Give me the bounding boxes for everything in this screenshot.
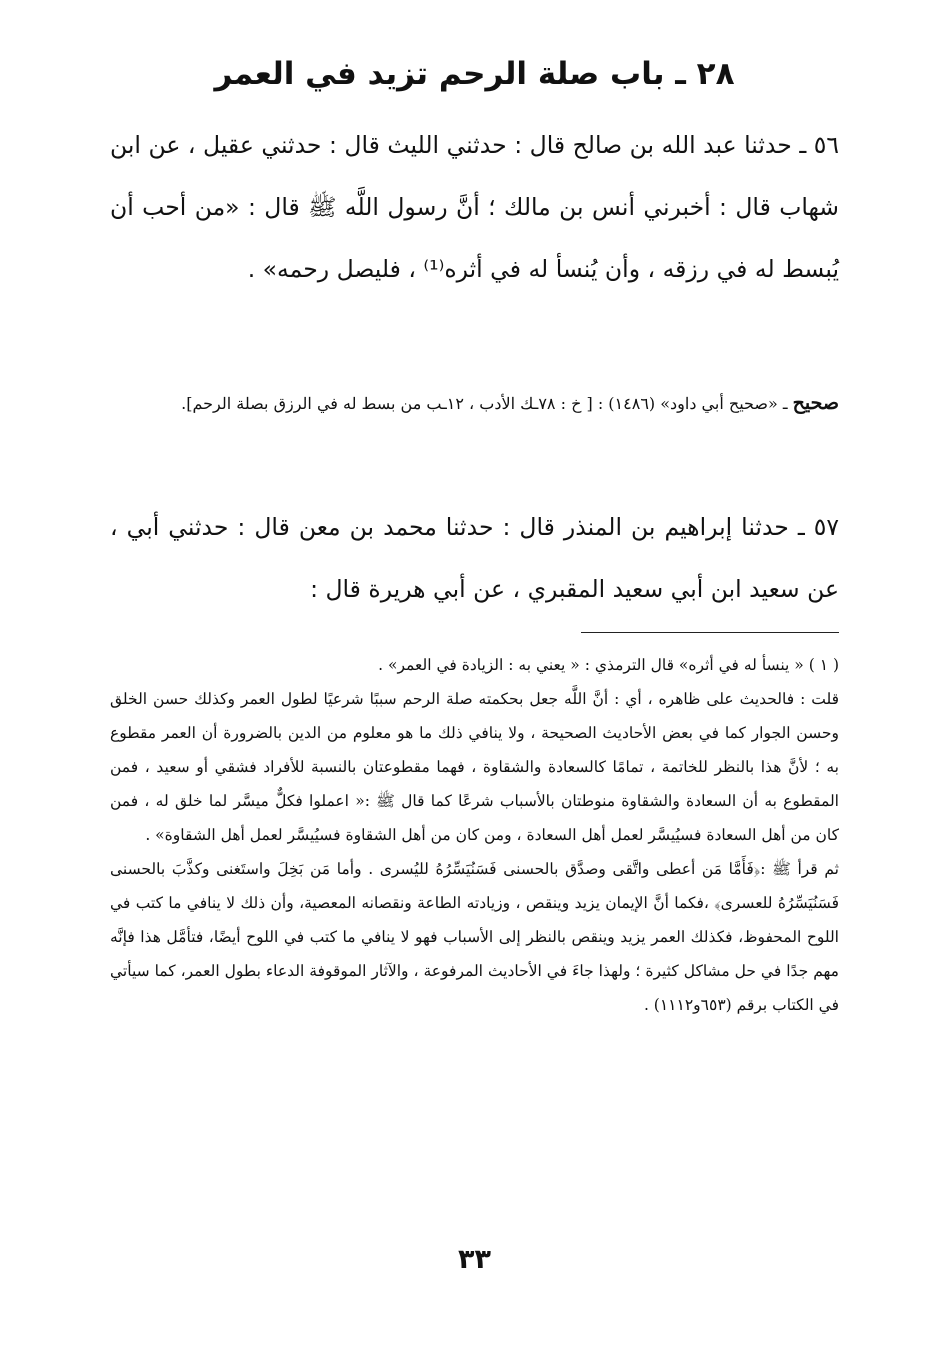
grading-reference: ـ «صحيح أبي داود» (١٤٨٦) : [ خ : ٧٨ـك الأدب ، ١٢ـب من بسط له في الرزق بصلة الرحم].	[181, 394, 793, 413]
hadith-56-text: ٥٦ ـ حدثنا عبد الله بن صالح قال : حدثني الليث قال : حدثني عقيل ، عن ابن شهاب قال : أخبرني أنس بن مالك ؛ أنَّ رسول اللَّه ﷺ قال : «من أحب أن يُبسط له في رزقه ، وأن يُنسأ له في أثره⁽¹⁾ ، فليصل رحمه» .	[110, 131, 839, 283]
footnote-1: ( ١ ) « ينسأ له في أثره» قال الترمذي : « يعني به : الزيادة في العمر» .	[378, 656, 839, 674]
hadith-56-grading	[110, 374, 839, 433]
hadith-57-text: ٥٧ ـ حدثنا إبراهيم بن المنذر قال : حدثنا محمد بن معن قال : حدثني أبي ، عن سعيد ابن أبي سعيد المقبري ، عن أبي هريرة قال :	[110, 513, 839, 603]
footnote-commentary-cont: ثم قرأ ﷺ :﴿فَأَمَّا مَن أعطى واتَّقى وصدَّق بالحسنى فَسَنُيَسِّرُهُ لليُسرى . وأما مَن بَخِلَ واستَغنى وكذَّبَ بالحسنى فَسَنُيَسِّرُهُ للعسرى﴾ ،فكما أنَّ الإيمان يزيد وينقص ، وزيادته الطاعة ونقصانه المعصية، وأن ذلك لا ينافي ما كتب في اللوح المحفوظ، فكذلك العمر يزيد وينقص بالنظر إلى الأسباب فهو لا ينافي ما كتب في اللوح أيضًا، فتأمَّل هذا فإنَّه مهم جدًا في حل مشاكل كثيرة ؛ ولهذا جاءَ في الأحاديث المرفوعة ، والآثار الموقوفة الدعاء بطول العمر، كما سيأتي في الكتاب برقم (٦٥٣و١١١٢) .	[110, 860, 839, 1014]
page-number: ٣٣	[458, 1244, 491, 1275]
book-page	[110, 0, 839, 1361]
footnote-commentary: قلت : فالحديث على ظاهره ، أي : أنَّ اللَّه جعل بحكمته صلة الرحم سببًا شرعيًا لطول العمر وكذلك حسن الخلق وحسن الجوار كما في بعض الأحاديث الصحيحة ، ولا ينافي ذلك ما هو معلوم من الدين بالضرورة أن العمر مقطوع به ؛ لأنَّ هذا بالنظر للخاتمة ، تمامًا كالسعادة والشقاوة ، فهما مقطوعتان بالنسبة للأفراد فشقي أو سعيد ، فمن المقطوع به أن السعادة والشقاوة منوطتان بالأسباب شرعًا كما قال ﷺ :« اعملوا فكلٌّ ميسَّر لما خلق له ، فمن كان من أهل السعادة فسيُيسَّر لعمل أهل السعادة ، ومن كان من أهل الشقاوة فسيُيسَّر لعمل أهل الشقاوة» .	[110, 690, 839, 844]
footnotes	[110, 648, 839, 1022]
footnote-divider	[581, 632, 839, 633]
chapter-title: ٢٨ ـ باب صلة الرحم تزيد في العمر	[214, 56, 735, 92]
grading-label: صحيح	[792, 392, 839, 414]
